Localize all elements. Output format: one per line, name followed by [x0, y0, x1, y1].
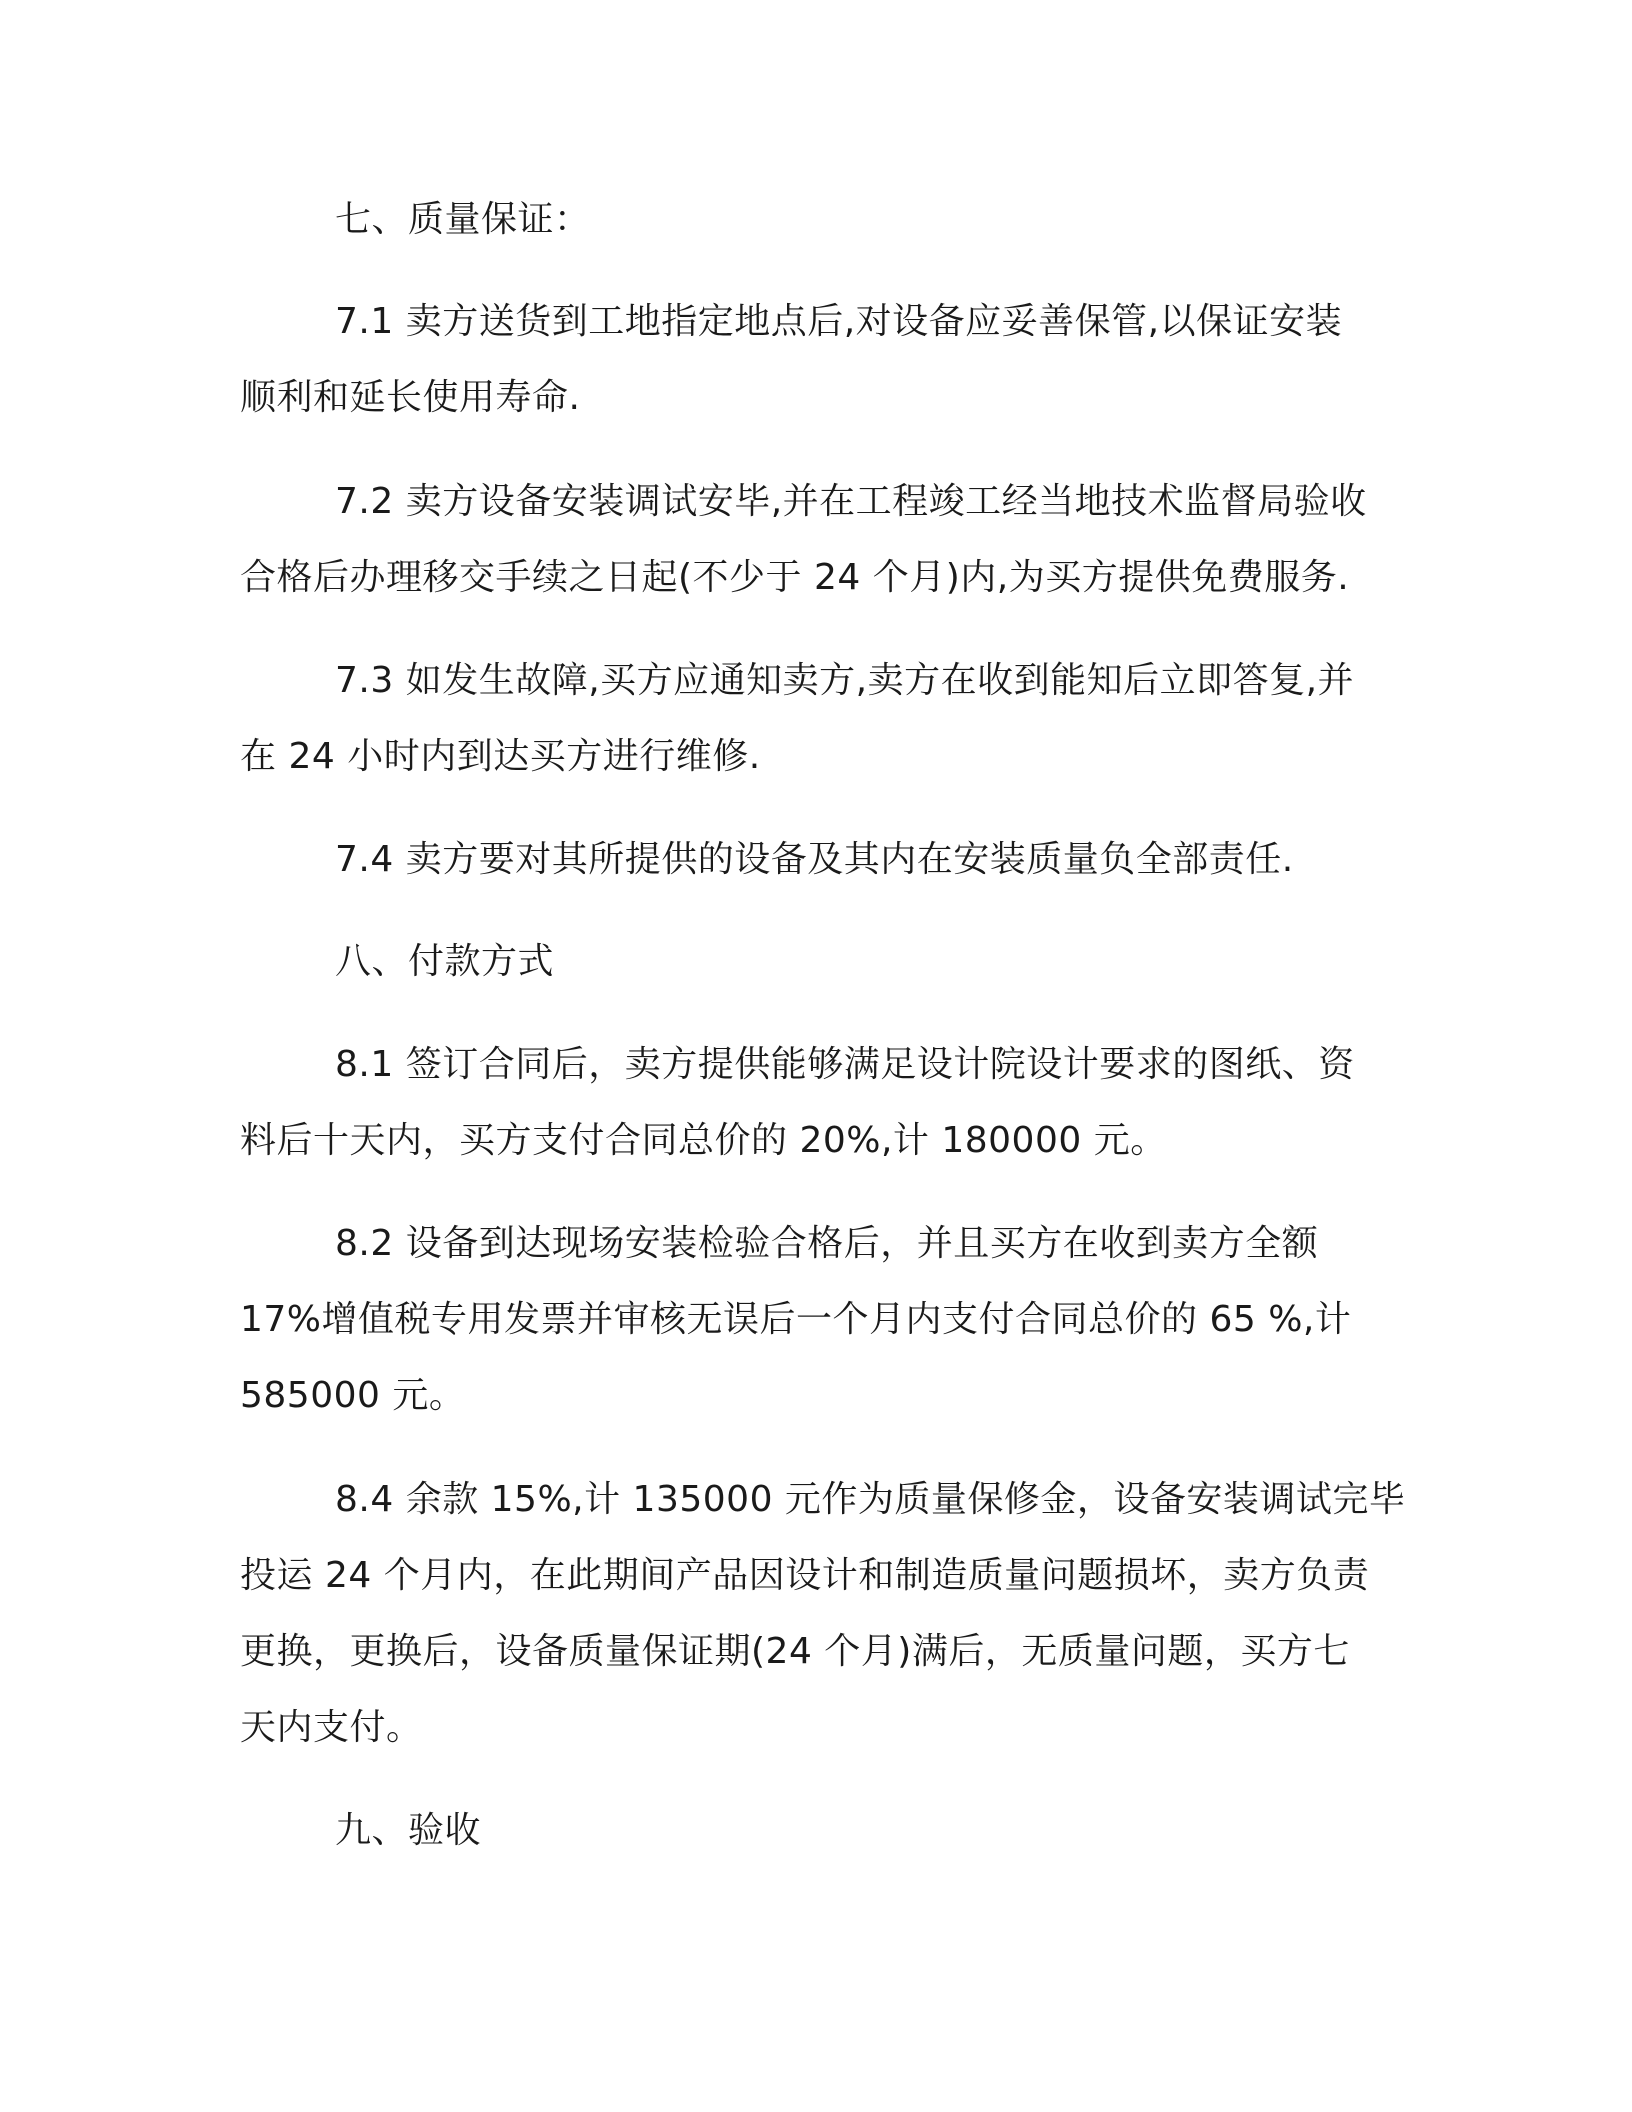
section-heading-9: 九、验收 — [335, 1810, 482, 1851]
clause-8-4-line-4: 天内支付。 — [240, 1707, 423, 1748]
clause-7-3-line-2: 在 24 小时内到达买方进行维修. — [240, 736, 761, 777]
clause-8-1-line-1: 8.1 签订合同后，卖方提供能够满足设计院设计要求的图纸、资 — [335, 1044, 1355, 1085]
clause-8-4-line-3: 更换，更换后，设备质量保证期(24 个月)满后，无质量问题，买方七 — [240, 1631, 1350, 1672]
clause-8-2-line-2: 17%增值税专用发票并审核无误后一个月内支付合同总价的 65 %,计 — [240, 1299, 1352, 1340]
clause-8-1-line-2: 料后十天内，买方支付合同总价的 20%,计 180000 元。 — [240, 1120, 1167, 1161]
clause-7-4-line-1: 7.4 卖方要对其所提供的设备及其内在安装质量负全部责任. — [335, 839, 1294, 880]
clause-7-1-line-2: 顺利和延长使用寿命. — [240, 377, 581, 418]
clause-8-4-line-2: 投运 24 个月内，在此期间产品因设计和制造质量问题损坏，卖方负责 — [240, 1555, 1370, 1596]
clause-7-2-line-2: 合格后办理移交手续之日起(不少于 24 个月)内,为买方提供免费服务. — [240, 557, 1350, 598]
clause-8-2-line-3: 585000 元。 — [240, 1375, 466, 1416]
clause-7-1-line-1: 7.1 卖方送货到工地指定地点后,对设备应妥善保管,以保证安装 — [335, 301, 1343, 342]
clause-8-2-line-1: 8.2 设备到达现场安装检验合格后，并且买方在收到卖方全额 — [335, 1223, 1319, 1264]
clause-7-3-line-1: 7.3 如发生故障,买方应通知卖方,卖方在收到能知后立即答复,并 — [335, 660, 1355, 701]
section-heading-8: 八、付款方式 — [335, 941, 555, 982]
section-heading-7: 七、质量保证： — [335, 199, 591, 240]
clause-8-4-line-1: 8.4 余款 15%,计 135000 元作为质量保修金，设备安装调试完毕 — [335, 1479, 1406, 1520]
clause-7-2-line-1: 7.2 卖方设备安装调试安毕,并在工程竣工经当地技术监督局验收 — [335, 481, 1367, 522]
